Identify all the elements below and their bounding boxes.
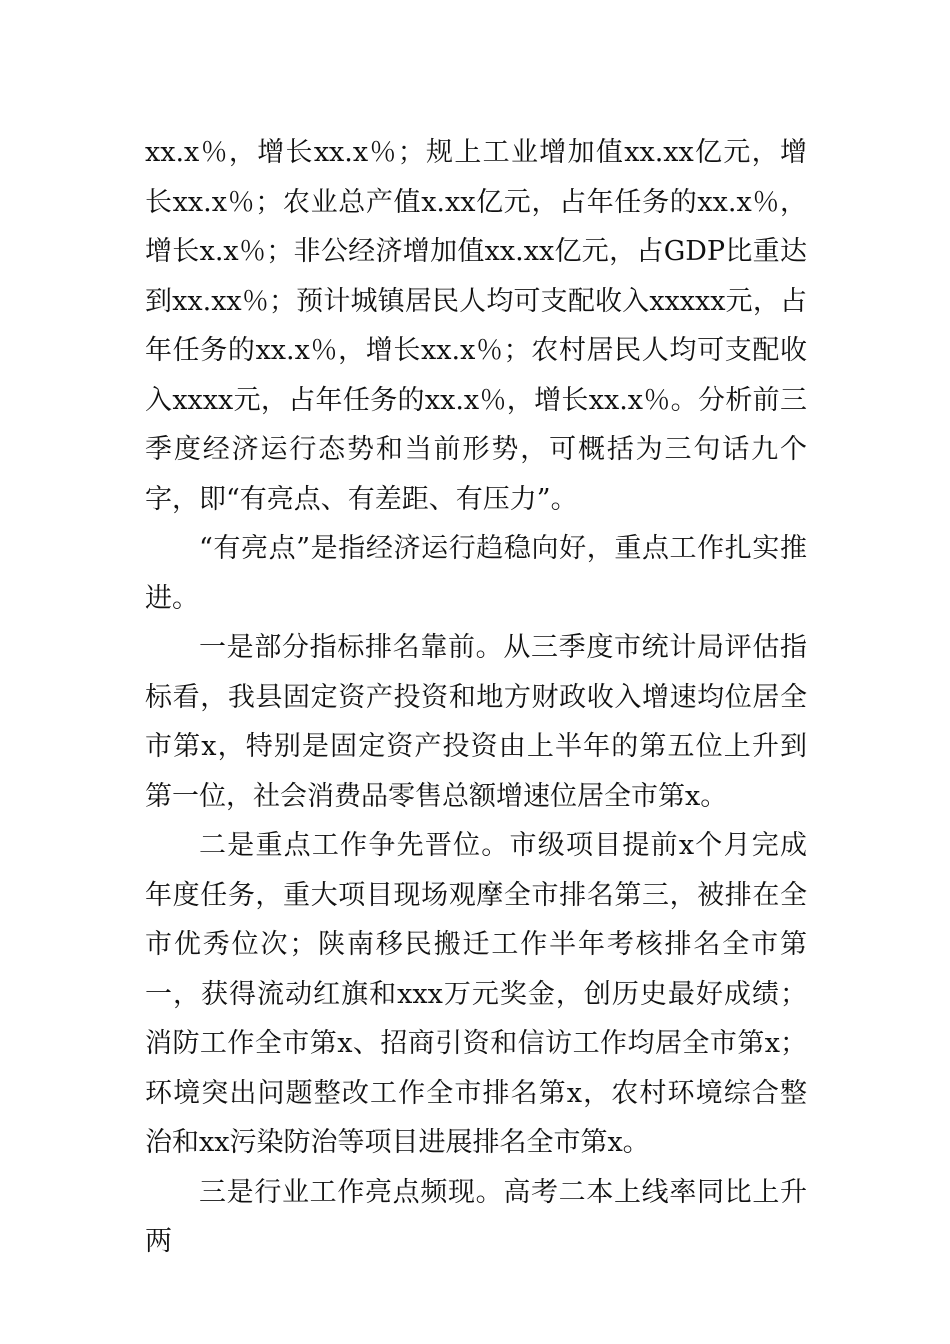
document-body xyxy=(145,128,807,1267)
paragraph-point-three: 三是行业工作亮点频现。高考二本上线率同比上升两 xyxy=(145,1176,807,1257)
paragraph-highlights-intro: “有亮点”是指经济运行趋稳向好，重点工作扎实推进。 xyxy=(145,533,807,614)
paragraph-point-one: 一是部分指标排名靠前。从三季度市统计局评估指标看，我县固定资产投资和地方财政收入增速均位居全市第x，特别是固定资产投资由上半年的第五位上升到第一位，社会消费品零售总额增速位居全市第x。 xyxy=(145,632,807,812)
paragraph-point-two: 二是重点工作争先晋位。市级项目提前x个月完成年度任务，重大项目现场观摩全市排名第三，被排在全市优秀位次；陕南移民搬迁工作半年考核排名全市第一，获得流动红旗和xxx万元奖金，创历史最好成绩；消防工作全市第x、招商引资和信访工作均居全市第x；环境突出问题整改工作全市排名第x，农村环境综合整治和xx污染防治等项目进展排名全市第x。 xyxy=(145,830,807,1158)
paragraph-economic-indicators: xx.x％，增长xx.x％；规上工业增加值xx.xx亿元，增长xx.x％；农业总产值x.xx亿元，占年任务的xx.x％，增长x.x％；非公经济增加值xx.xx亿元，占GDP比重达到xx.xx％；预计城镇居民人均可支配收入xxxxx元，占年任务的xx.x％，增长xx.x％；农村居民人均可支配收入xxxx元，占年任务的xx.x％，增长xx.x％。分析前三季度经济运行态势和当前形势，可概括为三句话九个字，即“有亮点、有差距、有压力”。 xyxy=(145,137,807,515)
